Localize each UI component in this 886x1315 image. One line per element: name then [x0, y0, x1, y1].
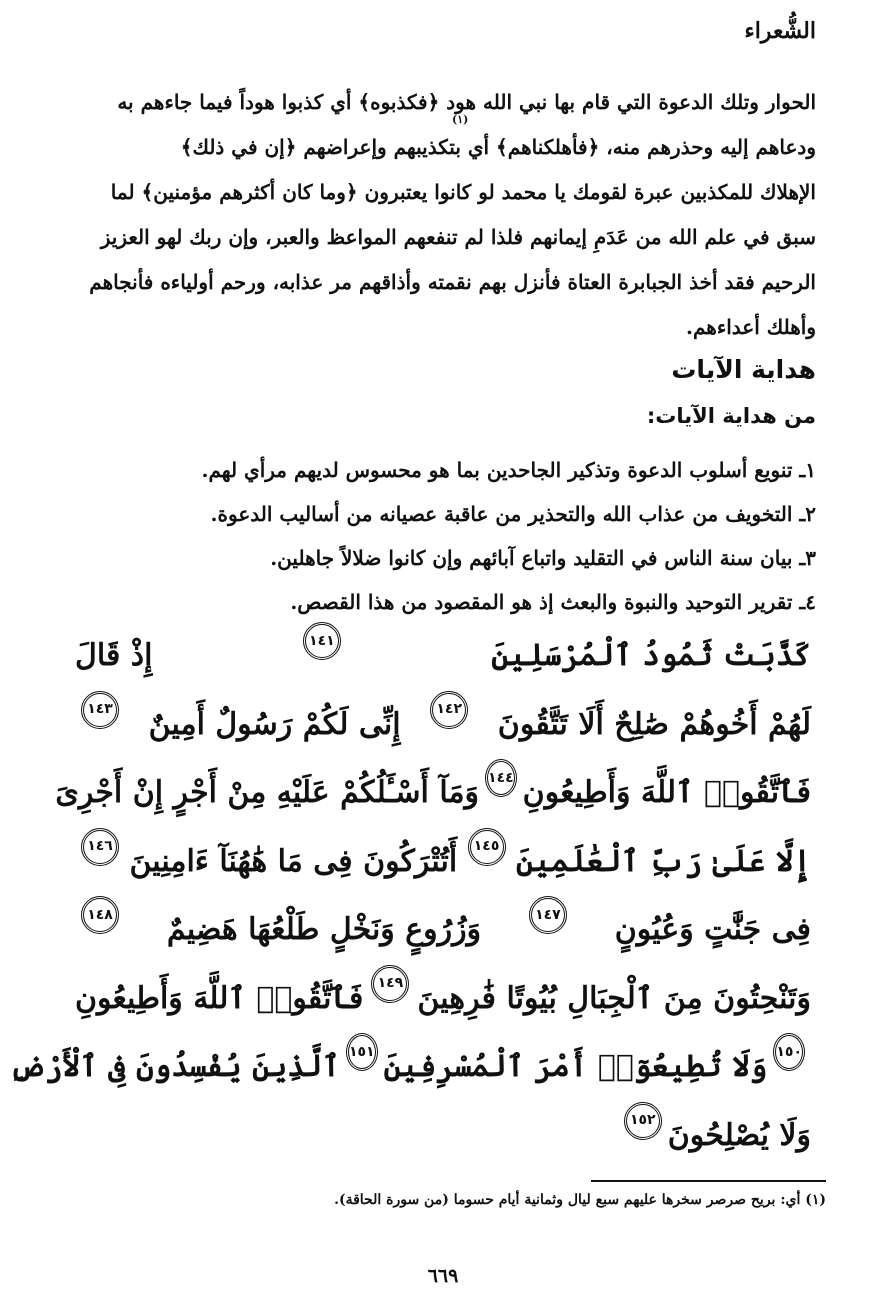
- ayah-number-icon: ١٤٩: [371, 965, 409, 1003]
- ayah-text: فَٱتَّقُوا۟ ٱللَّهَ وَأَطِيعُونِ: [75, 980, 364, 1016]
- tafsir-line: وأهلك أعداءهم.: [686, 315, 816, 339]
- ayah-number-icon: ١٤٥: [468, 828, 506, 866]
- guidance-item: ٤ـ تقرير التوحيد والنبوة والبعث إذ هو المقصود من هذا القصص.: [290, 590, 816, 614]
- tafsir-line: الرحيم فقد أخذ الجبابرة العتاة فأنزل بهم نقمته وأذاقهم مر عذابه، ورحم أولياءه فأنجاهم: [89, 270, 816, 294]
- ayah-text: فَٱتَّقُوا۟ ٱللَّهَ وَأَطِيعُونِ: [522, 775, 811, 810]
- ayah-number-icon: ١٤١: [303, 622, 341, 660]
- ayah-number-icon: ١٤٧: [529, 896, 567, 934]
- section-subtitle: من هداية الآيات:: [646, 404, 816, 428]
- running-head: الشُّعراء: [744, 18, 816, 44]
- tafsir-line: سبق في علم الله من عَدَمِ إيمانهم فلذا لم تنفعهم المواعظ والعبر، وإن ربك لهو العزيز: [100, 225, 816, 249]
- ayah-text: إِذْ قَالَ: [75, 638, 153, 673]
- ayah-number-icon: ١٥٢: [624, 1102, 662, 1140]
- ayah-number-icon: ١٥١: [346, 1033, 378, 1071]
- footnote-marker: (١): [452, 113, 469, 126]
- quran-text: [9, 622, 811, 1170]
- footnote-divider: [591, 1180, 826, 1182]
- quran-line: [75, 828, 811, 897]
- page-number: ٦٦٩: [427, 1265, 459, 1287]
- tafsir-line: الحوار وتلك الدعوة التي قام بها نبي الله هود ﴿فكذبوه﴾ أي كذبوا هوداً فيما جاءهم به: [117, 90, 816, 114]
- ayah-text: كَذَّبَتْ ثَمُودُ ٱلْمُرْسَلِينَ: [491, 638, 811, 673]
- ayah-text: وَلَا يُصْلِحُونَ: [667, 1117, 811, 1153]
- quran-line: [75, 1102, 811, 1171]
- ayah-text: وَمَآ أَسْـَٔلُكُمْ عَلَيْهِ مِنْ أَجْرٍ إِنْ أَجْرِىَ: [55, 775, 480, 810]
- guidance-item: ١ـ تنويع أسلوب الدعوة وتذكير الجاحدين بما هو محسوس لديهم مرأي لهم.: [201, 458, 816, 482]
- ayah-number-icon: ١٤٣: [81, 691, 119, 729]
- tafsir-line: الإهلاك للمكذبين عبرة لقومك يا محمد لو كانوا يعتبرون ﴿وما كان أكثرهم مؤمنين﴾ لما: [110, 180, 816, 204]
- tafsir-line: ودعاهم إليه وحذرهم منه، ﴿فأهلكناهم﴾ أي بتكذيبهم وإعراضهم ﴿إن في ذلك﴾: [180, 135, 816, 159]
- ayah-number-icon: ١٤٦: [81, 828, 119, 866]
- ayah-number-icon: ١٤٤: [485, 759, 517, 797]
- section-title: هداية الآيات: [671, 355, 816, 384]
- quran-line: [75, 691, 811, 760]
- ayah-number-icon: ١٥٠: [773, 1033, 805, 1071]
- ayah-text: إِنِّى لَكُمْ رَسُولٌ أَمِينٌ: [148, 706, 401, 742]
- ayah-number-icon: ١٤٨: [81, 896, 119, 934]
- ayah-number-icon: ١٤٢: [430, 691, 468, 729]
- quran-line: [75, 896, 811, 965]
- quran-line: [75, 965, 811, 1034]
- guidance-item: ٣ـ بيان سنة الناس في التقليد واتباع آبائهم وإن كانوا ضلالاً جاهلين.: [270, 546, 816, 570]
- ayah-text: فِى جَنَّٰتٍ وَعُيُونٍ: [614, 912, 811, 947]
- ayah-text: وَلَا تُطِيعُوٓا۟ أَمْرَ ٱلْمُسْرِفِينَ: [383, 1049, 768, 1084]
- tafsir-text: [75, 80, 816, 350]
- guidance-list: [75, 450, 816, 626]
- ayah-text: لَهُمْ أَخُوهُمْ صَٰلِحٌ أَلَا تَتَّقُونَ: [497, 706, 811, 742]
- ayah-text: وَزُرُوعٍ وَنَخْلٍ طَلْعُهَا هَضِيمٌ: [166, 912, 482, 947]
- ayah-text: أَتُتْرَكُونَ فِى مَا هَٰهُنَآ ءَامِنِينَ: [129, 843, 458, 879]
- ayah-text: وَتَنْحِتُونَ مِنَ ٱلْجِبَالِ بُيُوتًا فَٰرِهِينَ: [417, 980, 811, 1016]
- ayah-text: ٱلَّذِينَ يُفْسِدُونَ فِى ٱلْأَرْضِ: [9, 1049, 340, 1084]
- guidance-item: ٢ـ التخويف من عذاب الله والتحذير من عاقبة عصيانه من أساليب الدعوة.: [210, 502, 816, 526]
- quran-line: [55, 759, 811, 828]
- quran-line: [9, 1033, 811, 1102]
- ayah-text: إِلَّا عَلَىٰ رَبِّ ٱلْعَٰلَمِينَ: [515, 843, 811, 879]
- footnote: (١) أي: بريح صرصر سخرها عليهم سبع ليال وثمانية أيام حسوما (من سورة الحاقة).: [334, 1192, 826, 1208]
